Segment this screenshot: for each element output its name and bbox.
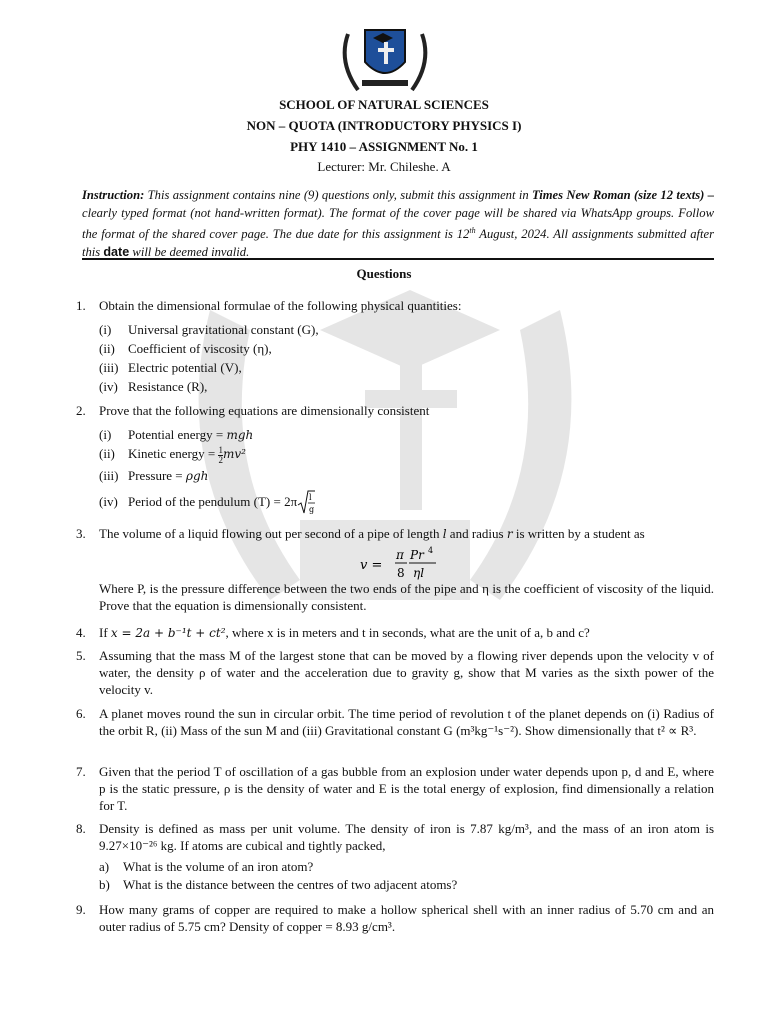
questions-heading: Questions	[356, 266, 412, 281]
svg-text:v =: v =	[360, 558, 383, 573]
assignment-title: PHY 1410 – ASSIGNMENT No. 1	[290, 139, 478, 154]
question-6: 6. A planet moves round the sun in circular orbit. The time period of revolution t of the planet depends on (i) Radius of the orbit R, (ii) Mass of the sun M and (iii) Gravitational constant G (m³kg⁻¹s⁻²). Show dimensionally that t² ∝ R³.	[76, 706, 714, 738]
q2-item: (i) Potential energy = mgh	[99, 427, 254, 442]
viscosity-equation	[360, 544, 480, 584]
sqrt-l-over-g	[297, 490, 315, 516]
q1-item: (ii) Coefficient of viscosity (η),	[99, 341, 272, 356]
svg-text:8: 8	[397, 566, 405, 580]
svg-text:Pr: Pr	[410, 548, 424, 562]
svg-text:4: 4	[428, 546, 434, 555]
question-7: 7. Given that the period T of oscillation of a gas bubble from an explosion under water depends upon p, d and E, where p is the static pressure, ρ is the density of water and E is the total energy of explosion, find dimensionally a relation for T.	[76, 764, 714, 813]
half-fraction: $\frac{1}{2}$	[218, 444, 223, 465]
font-requirement: Times New Roman (size 12 texts) –	[532, 188, 714, 202]
svg-text:ηl: ηl	[413, 566, 425, 580]
date-word: date	[103, 245, 130, 260]
svg-text:l: l	[309, 493, 312, 502]
university-logo	[340, 22, 430, 98]
q2-item: (iv) Period of the pendulum (T) = 2π l g	[99, 490, 315, 516]
school-name: SCHOOL OF NATURAL SCIENCES	[279, 97, 489, 112]
question-3-where: Where P, is the pressure difference between the two ends of the pipe and η is the coefficient of viscosity of the liquid. Prove that the equation is dimensionally consistent.	[99, 581, 714, 613]
instruction-paragraph: Instruction: This assignment contains nine (9) questions only, submit this assignment in Times New Roman (size 12 texts) – clearly typed format (not hand-written format). The format of the cover page will be shared via WhatsApp groups. Follow the format of the shared cover page. The due date for this assignment is 12th August, 2024. All assignments submitted after this date will be deemed invalid.	[82, 188, 714, 260]
question-3: 3. The volume of a liquid flowing out per second of a pipe of length l and radius r is written by a student as	[76, 526, 645, 541]
question-5: 5. Assuming that the mass M of the largest stone that can be moved by a flowing river depends upon the velocity v of water, the density ρ of water and the acceleration due to gravity g, show that M varies as the sixth power of the velocity v.	[76, 648, 714, 697]
q1-item: (i) Universal gravitational constant (G),	[99, 322, 319, 337]
question-8: 8. Density is defined as mass per unit volume. The density of iron is 7.87 kg/m³, and the mass of an iron atom is 9.27×10⁻²⁶ kg. If atoms are cubical and tightly packed,	[76, 821, 714, 853]
instruction-label: Instruction:	[82, 188, 145, 202]
q8-item: a) What is the volume of an iron atom?	[99, 859, 314, 874]
question-4: 4. If x = 2a + b⁻¹t + ct², where x is in meters and t in seconds, what are the unit of a, b and c?	[76, 625, 590, 640]
question-2: 2. Prove that the following equations are dimensionally consistent	[76, 403, 430, 418]
q1-item: (iii) Electric potential (V),	[99, 360, 242, 375]
q1-item: (iv) Resistance (R),	[99, 379, 208, 394]
q2-item: (ii) Kinetic energy = $\frac{1}{2}$ mv²	[99, 444, 246, 465]
q8-item: b) What is the distance between the centres of two adjacent atoms?	[99, 877, 458, 892]
program-title: NON – QUOTA (INTRODUCTORY PHYSICS I)	[246, 118, 522, 133]
svg-text:π: π	[396, 548, 404, 562]
svg-text:g: g	[309, 505, 315, 514]
q2-item: (iii) Pressure = ρgh	[99, 468, 209, 483]
divider	[82, 258, 714, 260]
question-9: 9. How many grams of copper are required to make a hollow spherical shell with an inner radius of 5.70 cm and an outer radius of 5.75 cm? Density of copper = 8.93 g/cm³.	[76, 902, 714, 934]
lecturer-line: Lecturer: Mr. Chileshe. A	[317, 159, 451, 174]
question-1: 1. Obtain the dimensional formulae of the following physical quantities:	[76, 298, 462, 313]
